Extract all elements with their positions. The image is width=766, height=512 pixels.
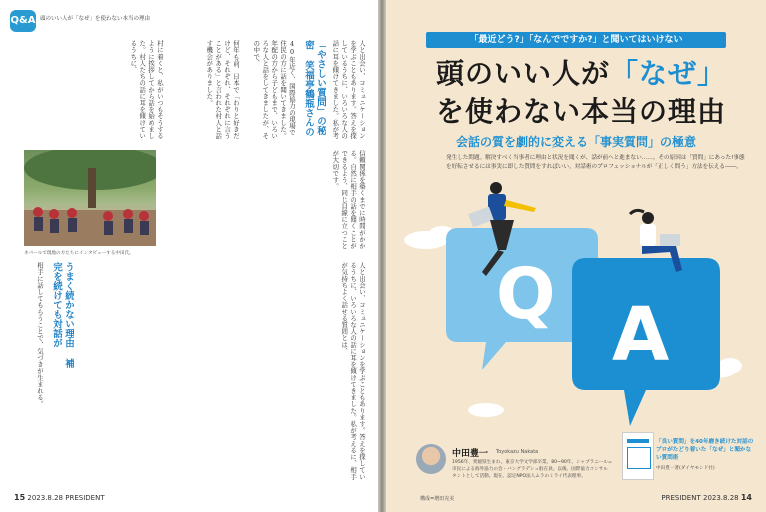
author-name-roman: Toyokazu Nakata — [496, 449, 539, 455]
body-column: 40年近く、国際協力の現場で住民の方に話を聞いてきました。年配の方から子どもまで、いろいろな人と話をしてきましたが、その中で、 — [252, 40, 296, 139]
lead-text: 発生した問題。解決すべく当事者に理由と状況を聞くが、話が前へと進まない……。その原因は「質問」にあった!事態を好転させるには事実に即した質問をすればいい。対話術のプロフェッショナルが「正しく問う」方法を伝える――。 — [446, 155, 745, 170]
main-title-line-1 — [416, 52, 746, 92]
book-cover-stripe — [627, 439, 649, 443]
right-page — [386, 0, 766, 512]
running-title: 頭のいい人が「なぜ」を使わない本当の理由 — [40, 16, 151, 22]
subtitle: 会話の質を劇的に変える「事実質問」の極意 — [455, 135, 696, 149]
body-column: 何年も前、日本で「わりと好きだけど、それぞれ、それぞれに言うことがある」と言われた村人と話す機会がありました。 — [205, 40, 240, 139]
body-column: 人と出会い、コミュニケーションを学ぶこともあります。答えを探しているうちに、いろいろな人の話に耳を傾けてきました。私が考えるに、相手が気持ちよく話せる質問とは、 — [340, 262, 366, 480]
headline-banner: 「最近どう?」「なんでですか?」と聞いてはいけない — [426, 32, 726, 48]
photo-illustration — [24, 150, 156, 246]
left-folio — [14, 493, 105, 502]
running-header — [10, 10, 170, 24]
right-folio — [661, 493, 752, 502]
qa-badge: Q&A — [10, 10, 36, 32]
bubble-a-letter: A — [612, 292, 670, 378]
section-heading: うまく続かない理由 補完を続けても対話が — [51, 262, 74, 368]
main-title-line-2: を使わない本当の理由 — [435, 95, 726, 128]
body-column: 相手に話してもらうことで、気づきが生まれる。 — [36, 262, 44, 408]
interview-photo — [24, 150, 156, 246]
left-magazine-name: PRESIDENT — [65, 494, 105, 502]
author-name: 中田豊一 — [452, 449, 489, 459]
body-column: 人と出会い、コミュニケーションを学ぶこともあります。答えを探しているうちに、いろいろな人の話に耳を傾けてきました。私が考 — [331, 40, 366, 139]
credit-line: 構成=増田克美 — [420, 496, 455, 502]
title-part-1: 頭のいい人が — [435, 57, 610, 90]
left-issue-date: 2023.8.28 — [27, 494, 64, 502]
book-author: 中田豊一著(ダイヤモンド社) — [656, 466, 715, 471]
right-page-number: 14 — [740, 493, 752, 502]
bubble-q-letter: Q — [496, 253, 556, 335]
book-cover-icon — [622, 432, 654, 480]
qa-illustration — [386, 180, 766, 440]
left-page — [0, 0, 378, 512]
author-bio: 1956年、愛媛県生まれ。東京大学文学部卒業。80~90年、シャプラニール=市民による海外協力の会・バングラデシュ駐在員。以後、国際協力コンサルタントとして活動。現在、認定NPO法人ムラのミライ代表理事。 — [452, 460, 612, 479]
title-naze: 「なぜ」 — [610, 57, 727, 90]
right-issue-date: 2023.8.28 — [702, 494, 739, 502]
body-column: 村に着くと、私がいつもそうするように挨拶してから話を始めました。村人たちの話に耳を傾けているうちに、 — [129, 40, 164, 139]
book-cover-frame — [627, 447, 651, 469]
right-magazine-name: PRESIDENT — [661, 494, 701, 502]
author-avatar — [416, 444, 446, 474]
spine-gutter — [378, 0, 386, 512]
body-column: 信頼関係を築くまでに時間がかかる。自然に相手の話を聞くことができるよう、同じ目線に立つことが大切です。 — [331, 150, 366, 249]
photo-caption: ネパールで現地の方たちにインタビューする中田氏。 — [24, 251, 134, 256]
author-profile — [416, 444, 612, 488]
left-page-number: 15 — [14, 493, 26, 502]
section-heading: 「やさしい質問」の秘密 笑福亭鶴瓶さんの — [303, 40, 326, 137]
book-blurb: 「良い質問」を40年磨き続けた対話のプロがたどり着いた「なぜ」と聞かない質問術 — [656, 439, 754, 461]
